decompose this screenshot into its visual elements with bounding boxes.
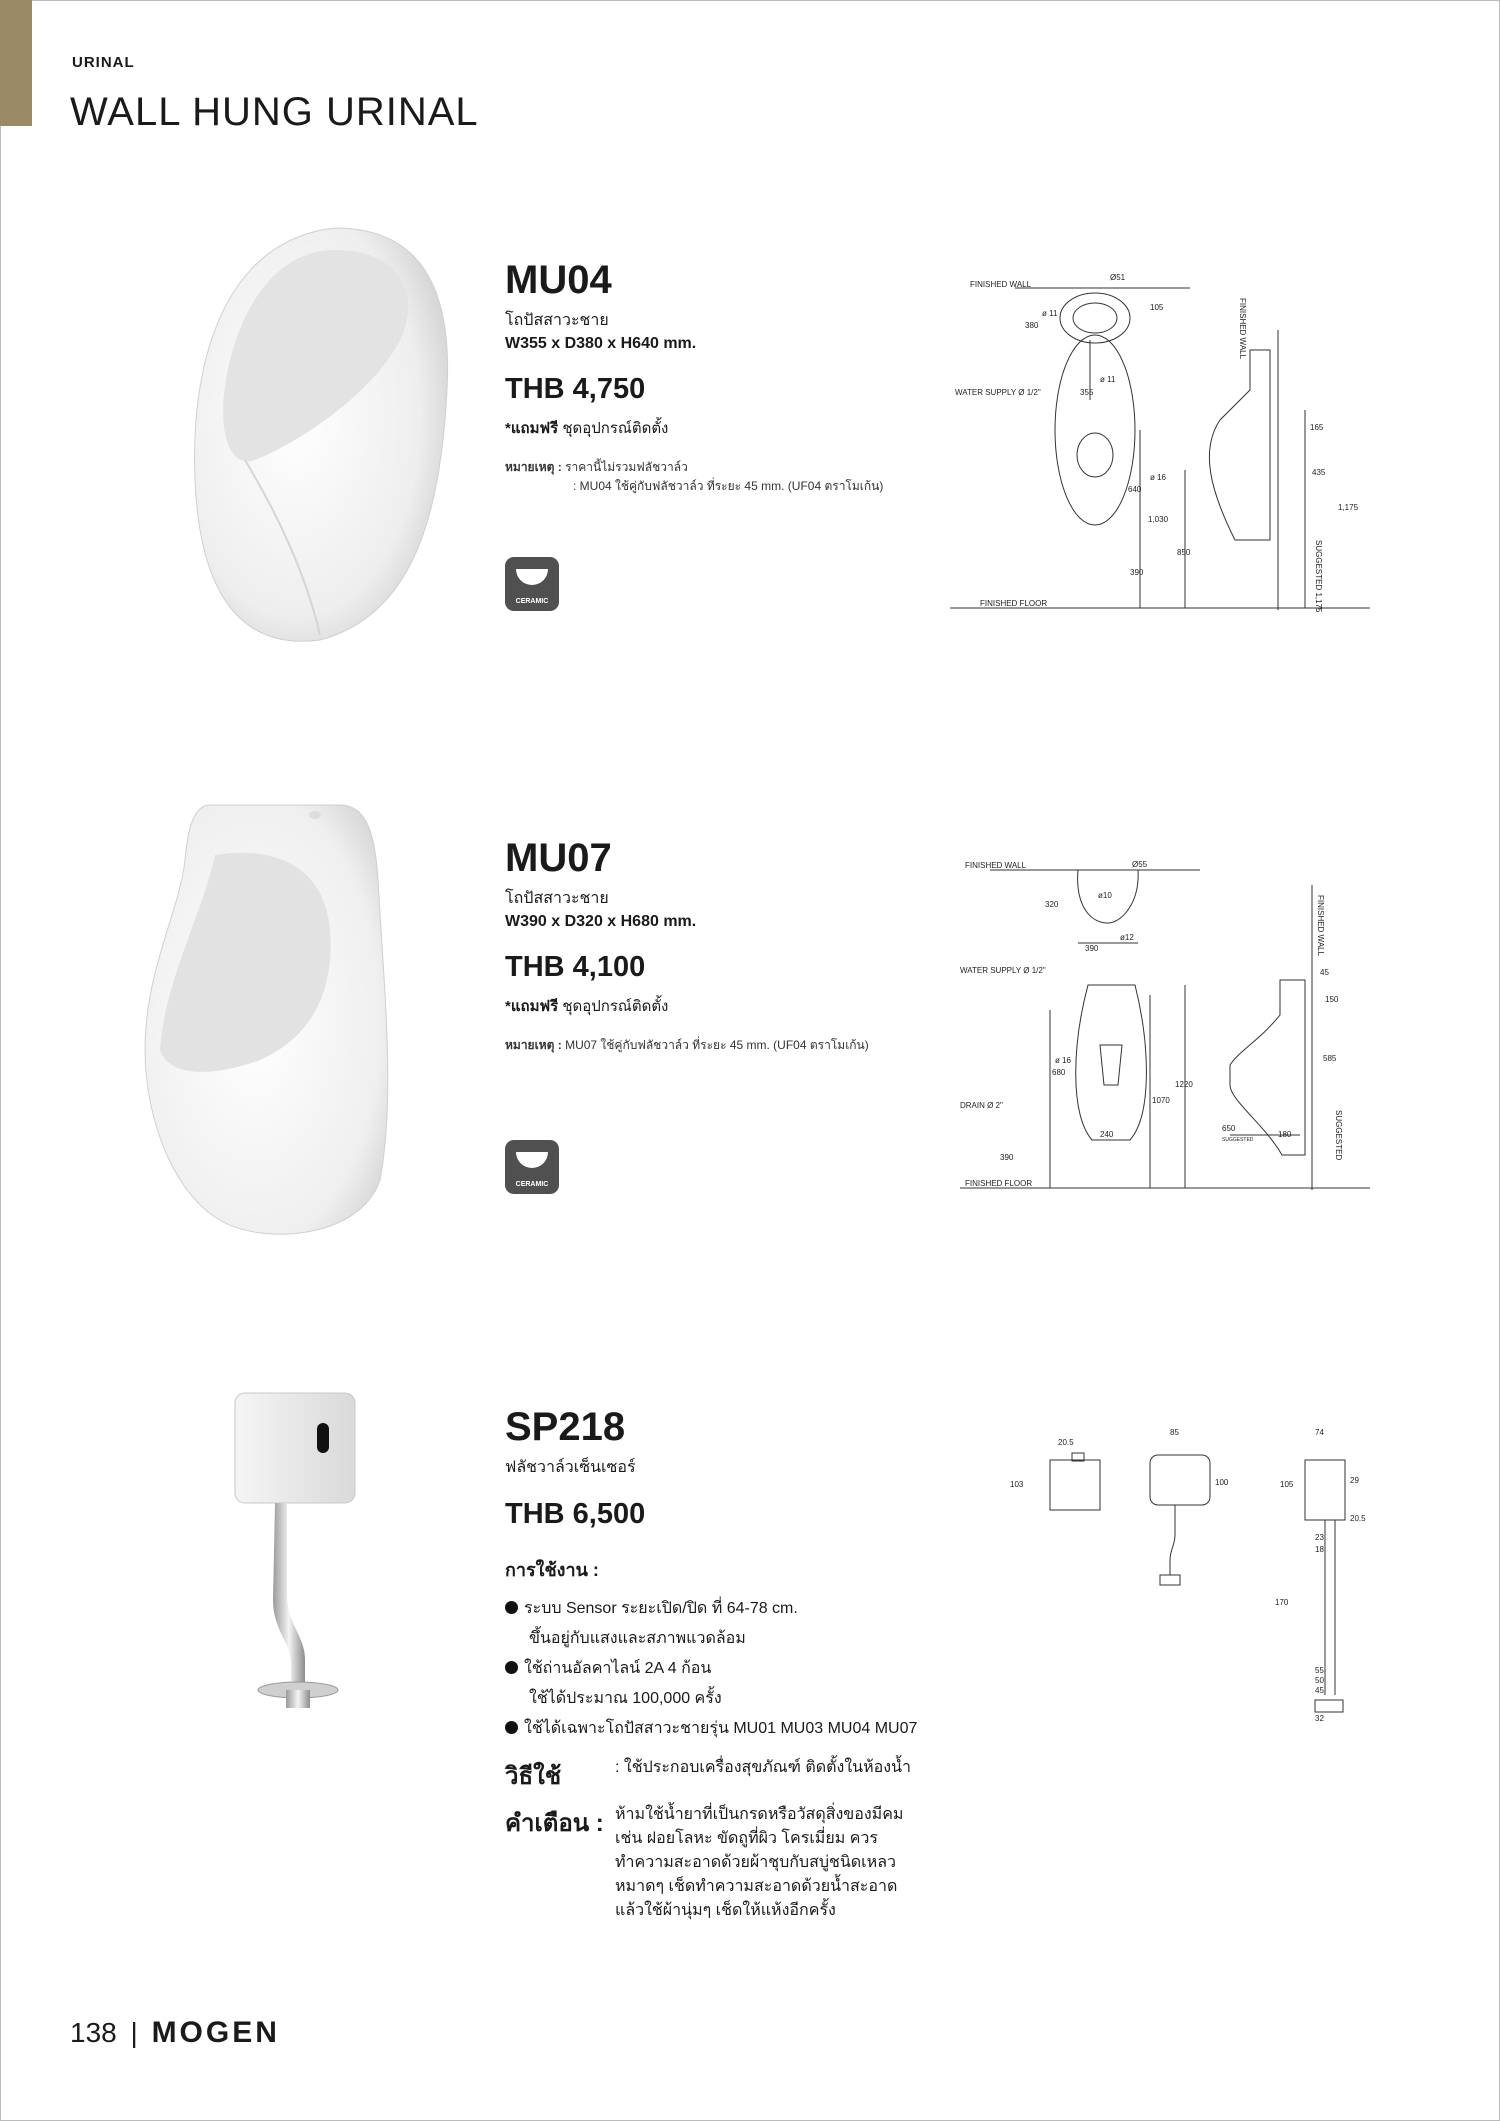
usage-item: ใช้ถ่านอัลคาไลน์ 2A 4 ก้อน ใช้ได้ประมาณ 100,000 ครั้ง xyxy=(505,1654,985,1714)
page-footer xyxy=(70,2016,280,2050)
svg-text:170: 170 xyxy=(1275,1598,1289,1607)
brand-logo: MOGEN xyxy=(151,2016,280,2049)
svg-text:240: 240 xyxy=(1100,1130,1114,1139)
ceramic-badge: CERAMIC xyxy=(505,557,559,611)
svg-text:650: 650 xyxy=(1222,1124,1236,1133)
mu04-type: โถปัสสาวะชาย xyxy=(505,312,609,329)
mu07-photo xyxy=(140,800,400,1245)
svg-text:105: 105 xyxy=(1150,303,1164,312)
svg-text:ø 11: ø 11 xyxy=(1100,375,1116,384)
usage-item: ใช้ได้เฉพาะโถปัสสาวะชายรุ่น MU01 MU03 MU04 MU07 xyxy=(505,1714,985,1744)
svg-text:1070: 1070 xyxy=(1152,1096,1170,1105)
svg-text:ø12: ø12 xyxy=(1120,933,1134,942)
mu04-model: MU04 xyxy=(505,258,612,302)
svg-text:435: 435 xyxy=(1312,468,1326,477)
usage-title: การใช้งาน : xyxy=(505,1560,599,1580)
svg-text:45: 45 xyxy=(1315,1686,1324,1695)
svg-text:1,175: 1,175 xyxy=(1338,503,1359,512)
svg-text:1220: 1220 xyxy=(1175,1080,1193,1089)
svg-text:29: 29 xyxy=(1350,1476,1359,1485)
mu07-gift: *แถมฟรี ชุดอุปกรณ์ติดตั้ง xyxy=(505,998,669,1015)
svg-text:FINISHED WALL: FINISHED WALL xyxy=(1238,298,1247,360)
svg-text:WATER SUPPLY Ø 1/2": WATER SUPPLY Ø 1/2" xyxy=(955,388,1041,397)
section-tab xyxy=(0,0,32,126)
mu07-model: MU07 xyxy=(505,836,612,880)
svg-text:355: 355 xyxy=(1080,388,1094,397)
svg-text:SUGGESTED: SUGGESTED xyxy=(1334,1110,1343,1161)
svg-text:74: 74 xyxy=(1315,1428,1324,1437)
ceramic-icon xyxy=(516,569,548,585)
ceramic-badge-2: CERAMIC xyxy=(505,1140,559,1194)
svg-text:180: 180 xyxy=(1278,1130,1292,1139)
svg-text:Ø51: Ø51 xyxy=(1110,273,1126,282)
svg-text:Ø55: Ø55 xyxy=(1132,860,1148,869)
svg-text:680: 680 xyxy=(1052,1068,1066,1077)
svg-text:DRAIN Ø 2": DRAIN Ø 2" xyxy=(960,1101,1003,1110)
sp218-price: THB 6,500 xyxy=(505,1498,646,1530)
svg-text:45: 45 xyxy=(1320,968,1329,977)
svg-text:640: 640 xyxy=(1128,485,1142,494)
svg-text:1,030: 1,030 xyxy=(1148,515,1169,524)
svg-text:103: 103 xyxy=(1010,1480,1024,1489)
sp218-info xyxy=(505,1405,985,1923)
svg-text:850: 850 xyxy=(1177,548,1191,557)
sp218-model: SP218 xyxy=(505,1405,626,1449)
warning-row: คำเตือน : ห้ามใช้น้ำยาที่เป็นกรดหรือวัสดุสิ่งของมีคม เช่น ฝอยโลหะ ขัดถูที่ผิว โครเมี่ยม ควรทำความสะอาดด้วยผ้าชุบกับสบู่ชนิดเหลวหมาดๆ เช็ดทำความสะอาดด้วยน้ำสะอาด แล้วใช้ผ้านุ่มๆ เช็ดให้แห้งอีกครั้ง xyxy=(505,1806,904,1919)
svg-text:20.5: 20.5 xyxy=(1058,1438,1074,1447)
svg-text:23: 23 xyxy=(1315,1533,1324,1542)
mu04-dimensions: W355 x D380 x H640 mm. xyxy=(505,335,697,352)
footer-separator: | xyxy=(130,2017,138,2048)
svg-text:ø 11: ø 11 xyxy=(1042,309,1058,318)
svg-text:585: 585 xyxy=(1323,1054,1337,1063)
svg-text:55: 55 xyxy=(1315,1666,1324,1675)
svg-text:165: 165 xyxy=(1310,423,1324,432)
svg-text:ø 16: ø 16 xyxy=(1055,1056,1072,1065)
svg-text:150: 150 xyxy=(1325,995,1339,1004)
svg-text:100: 100 xyxy=(1215,1478,1229,1487)
sp218-technical-drawing xyxy=(1010,1425,1380,1725)
sp218-type: ฟลัชวาล์วเซ็นเซอร์ xyxy=(505,1459,636,1476)
svg-text:WATER SUPPLY Ø 1/2": WATER SUPPLY Ø 1/2" xyxy=(960,966,1046,975)
mu04-photo xyxy=(185,220,455,650)
svg-text:FINISHED FLOOR: FINISHED FLOOR xyxy=(965,1179,1033,1188)
category-label: URINAL xyxy=(72,54,135,71)
svg-text:FINISHED WALL: FINISHED WALL xyxy=(965,861,1027,870)
usage-item: ระบบ Sensor ระยะเปิด/ปิด ที่ 64-78 cm. ขึ้นอยู่กับแสงและสภาพแวดล้อม xyxy=(505,1594,985,1654)
svg-text:390: 390 xyxy=(1085,944,1099,953)
ceramic-icon xyxy=(516,1152,548,1168)
method-row: วิธีใช้ : ใช้ประกอบเครื่องสุขภัณฑ์ ติดตั้งในห้องน้ำ xyxy=(505,1759,911,1790)
svg-text:20.5: 20.5 xyxy=(1350,1514,1366,1523)
svg-text:18: 18 xyxy=(1315,1545,1324,1554)
svg-text:390: 390 xyxy=(1000,1153,1014,1162)
svg-text:FINISHED WALL: FINISHED WALL xyxy=(1316,895,1325,957)
mu07-type: โถปัสสาวะชาย xyxy=(505,890,609,907)
mu04-info xyxy=(505,258,905,496)
svg-text:390: 390 xyxy=(1130,568,1144,577)
page-number: 138 xyxy=(70,2017,117,2048)
svg-text:50: 50 xyxy=(1315,1676,1324,1685)
svg-text:FINISHED WALL: FINISHED WALL xyxy=(970,280,1032,289)
page-title: WALL HUNG URINAL xyxy=(70,90,479,134)
mu04-gift: *แถมฟรี ชุดอุปกรณ์ติดตั้ง xyxy=(505,420,669,437)
svg-text:85: 85 xyxy=(1170,1428,1179,1437)
mu04-price: THB 4,750 xyxy=(505,373,646,405)
mu07-technical-drawing xyxy=(960,855,1370,1200)
svg-text:320: 320 xyxy=(1045,900,1059,909)
mu07-note: หมายเหตุ : MU07 ใช้คู่กับฟลัชวาล์ว ที่ระยะ 45 mm. (UF04 ตราโมเก้น) xyxy=(505,1038,869,1052)
svg-text:SUGGESTED 1,175: SUGGESTED 1,175 xyxy=(1314,540,1323,613)
sp218-photo xyxy=(225,1385,365,1715)
svg-text:32: 32 xyxy=(1315,1714,1324,1723)
svg-text:FINISHED FLOOR: FINISHED FLOOR xyxy=(980,599,1048,608)
mu07-dimensions: W390 x D320 x H680 mm. xyxy=(505,913,697,930)
mu07-price: THB 4,100 xyxy=(505,951,646,983)
svg-text:105: 105 xyxy=(1280,1480,1294,1489)
svg-text:ø 16: ø 16 xyxy=(1150,473,1167,482)
svg-text:ø10: ø10 xyxy=(1098,891,1112,900)
mu04-technical-drawing xyxy=(950,270,1370,620)
mu04-note: หมายเหตุ : ราคานี้ไม่รวมฟลัชวาล์ว : MU04 ใช้คู่กับฟลัชวาล์ว ที่ระยะ 45 mm. (UF04 ตราโมเก้น) xyxy=(505,460,884,493)
svg-text:SUGGESTED: SUGGESTED xyxy=(1222,1137,1254,1143)
svg-text:380: 380 xyxy=(1025,321,1039,330)
mu07-info xyxy=(505,836,905,1055)
